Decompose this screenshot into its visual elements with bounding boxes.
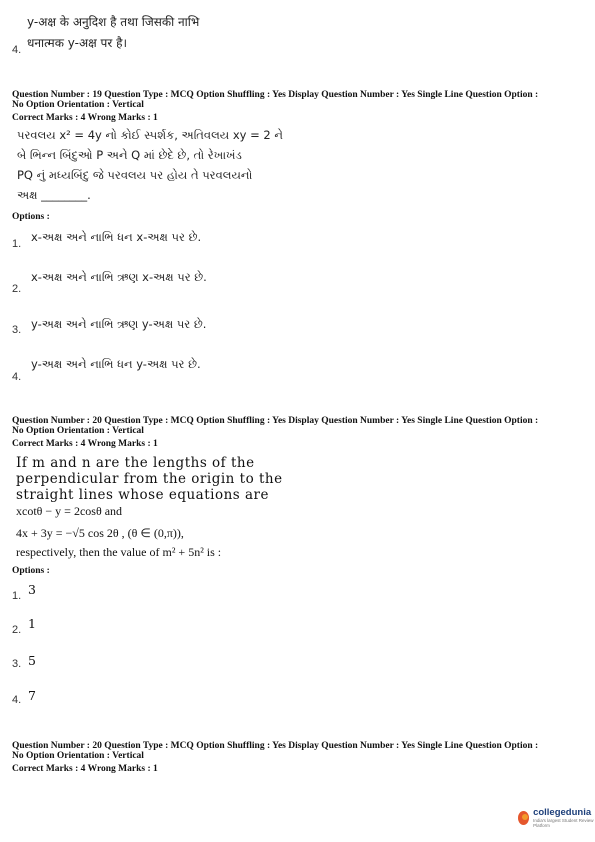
q20-option4-number: 4. xyxy=(12,694,22,706)
q20-option4-text[interactable]: 7 xyxy=(28,688,36,703)
q20-meta-line1: Question Number : 20 Question Type : MCQ Option Shuffling : Yes Display Question Number : Yes Single Line Question Option : xyxy=(12,416,539,426)
q19-option4-number: 4. xyxy=(12,371,22,383)
q19-option2-text[interactable]: x-અક્ષ અને નાભિ ઋણ x-અક્ષ પર છે. xyxy=(31,270,207,284)
q19-option4-text[interactable]: y-અક્ષ અને નાભિ ધન y-અક્ષ પર છે. xyxy=(31,357,201,371)
prev-option-number: 4. xyxy=(12,44,22,56)
q20-option2-text[interactable]: 1 xyxy=(28,616,36,631)
q20-options-label: Options : xyxy=(12,566,50,576)
q19-meta-line2: No Option Orientation : Vertical xyxy=(12,100,144,110)
q19-option1-text[interactable]: x-અક્ષ અને નાભિ ધન x-અક્ષ પર છે. xyxy=(31,230,202,244)
q20-text-line3: straight lines whose equations are xyxy=(16,487,269,503)
q20-option1-text[interactable]: 3 xyxy=(28,582,36,597)
q20b-meta-line2: No Option Orientation : Vertical xyxy=(12,751,144,761)
q20-option3-number: 3. xyxy=(12,658,22,670)
q20-text-line4: xcotθ − y = 2cosθ and xyxy=(16,504,123,518)
q20b-meta-line1: Question Number : 20 Question Type : MCQ Option Shuffling : Yes Display Question Number : Yes Single Line Question Option : xyxy=(12,741,539,751)
logo-name: collegedunia xyxy=(533,807,592,818)
q19-text-line4: અક્ષ ________. xyxy=(17,188,91,202)
logo-tagline: India's largest Student Review Platform xyxy=(533,818,594,828)
q19-option3-text[interactable]: y-અક્ષ અને નાભિ ઋણ y-અક્ષ પર છે. xyxy=(31,317,207,331)
logo-mark-icon xyxy=(518,811,529,825)
q20-text-line2: perpendicular from the origin to the xyxy=(16,471,283,487)
q20-meta-line2: No Option Orientation : Vertical xyxy=(12,426,144,436)
q19-options-label: Options : xyxy=(12,212,50,222)
q20b-marks: Correct Marks : 4 Wrong Marks : 1 xyxy=(12,764,158,774)
q19-option3-number: 3. xyxy=(12,324,22,336)
prev-option-text-line1: y-अक्ष के अनुदिश है तथा जिसकी नाभि xyxy=(27,15,200,29)
q20-marks: Correct Marks : 4 Wrong Marks : 1 xyxy=(12,439,158,449)
prev-option-text-line2: धनात्मक y-अक्ष पर है। xyxy=(27,36,127,50)
q19-option2-number: 2. xyxy=(12,283,22,295)
q19-option1-number: 1. xyxy=(12,238,22,250)
q20-option3-text[interactable]: 5 xyxy=(28,653,36,668)
q20-option1-number: 1. xyxy=(12,590,22,602)
q20-text-line1: If m and n are the lengths of the xyxy=(16,455,255,471)
q19-marks: Correct Marks : 4 Wrong Marks : 1 xyxy=(12,113,158,123)
q19-text-line1: પરવલય x² = 4y નો કોઈ સ્પર્શક, અતિવલય xy = 2 ને xyxy=(17,128,283,142)
collegedunia-logo xyxy=(518,807,595,828)
q19-meta-line1: Question Number : 19 Question Type : MCQ Option Shuffling : Yes Display Question Number : Yes Single Line Question Option : xyxy=(12,90,539,100)
q20-text-line5: 4x + 3y = −√5 cos 2θ , (θ ∈ (0,π)), xyxy=(16,526,184,540)
q19-text-line2: બે ભિન્ન બિંદુઓ P અને Q માં છેદે છે, તો રેખાખંડ xyxy=(17,148,242,162)
q20-text-line6: respectively, then the value of m² + 5n² is : xyxy=(16,545,222,559)
q20-option2-number: 2. xyxy=(12,624,22,636)
q19-text-line3: PQ નું મધ્યબિંદુ જે પરવલય પર હોય તે પરવલયનો xyxy=(17,168,253,182)
